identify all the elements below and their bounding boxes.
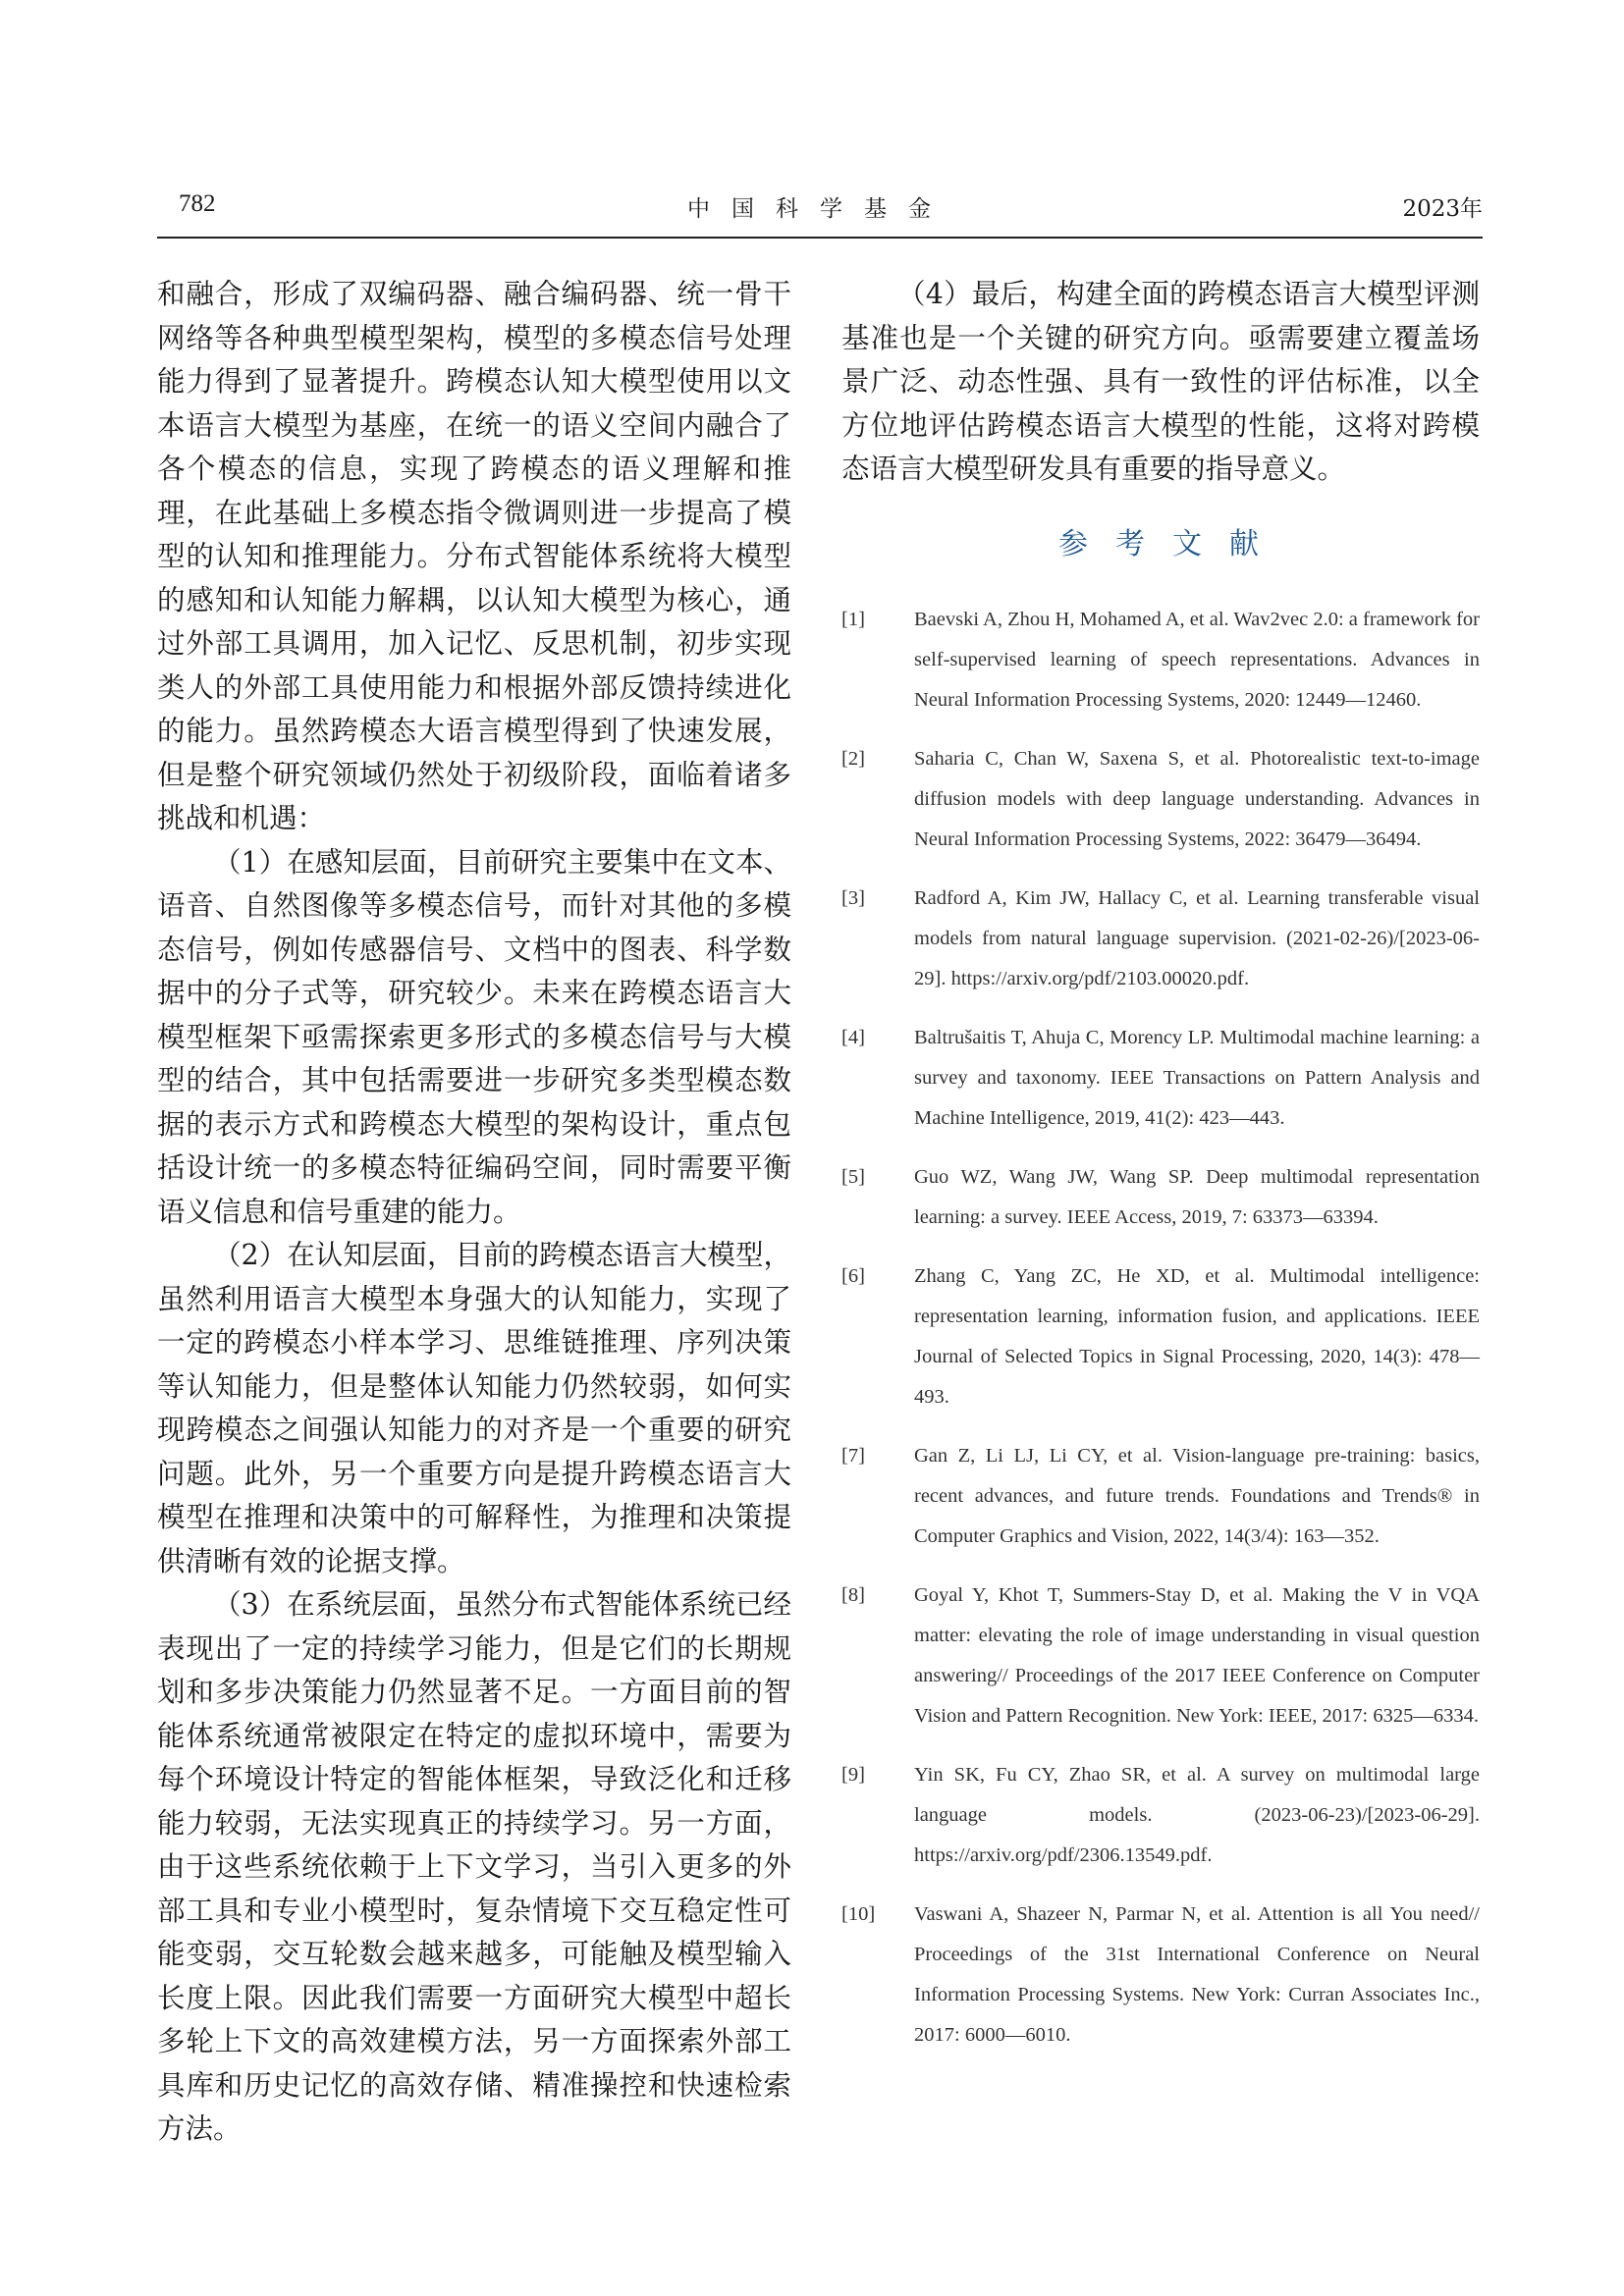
reference-text: Radford A, Kim JW, Hallacy C, et al. Learning transferable visual models from natural language supervision. (2021-02-26)/[2023-06-29]. https://arxiv.org/pdf/2103.00020.pdf. [914,886,1480,989]
reference-number: [5] [841,1165,865,1188]
body-paragraph: （4）最后，构建全面的跨模态语言大模型评测基准也是一个关键的研究方向。亟需要建立覆盖场景广泛、动态性强、具有一致性的评估标准，以全方位地评估跨模态语言大模型的性能，这将对跨模态语言大模型研发具有重要的指导意义。 [841,278,1480,485]
reference-number: [3] [841,886,865,909]
reference-item [841,1895,1480,2056]
page-header [157,185,1483,224]
reference-text: Gan Z, Li LJ, Li CY, et al. Vision-language pre-training: basics, recent advances, and future trends. Foundations and Trends® in Computer Graphics and Vision, 2022, 14(3/4): 163—352. [914,1444,1480,1547]
reference-number: [7] [841,1444,865,1467]
reference-number: [10] [841,1902,876,1925]
reference-item [841,879,1480,999]
reference-number: [6] [841,1264,865,1287]
right-column [841,273,1480,2074]
reference-text: Baevski A, Zhou H, Mohamed A, et al. Wav2vec 2.0: a framework for self-supervised learning of speech representations. Advances in Neural Information Processing Systems, 2020: 12449—12460. [914,608,1480,711]
reference-number: [4] [841,1026,865,1048]
left-column [157,273,791,2152]
reference-item [841,600,1480,721]
reference-number: [1] [841,608,865,630]
reference-text: Saharia C, Chan W, Saxena S, et al. Photorealistic text-to-image diffusion models with deep language understanding. Advances in Neural Information Processing Systems, 2022: 36479—36494. [914,747,1480,850]
page-number: 782 [179,190,216,217]
journal-title: 中国科学基金 [687,196,952,222]
body-paragraph: （1）在感知层面，目前研究主要集中在文本、语音、自然图像等多模态信号，而针对其他的多模态信号，例如传感器信号、文档中的图表、科学数据中的分子式等，研究较少。未来在跨模态语言大模型框架下亟需探索更多形式的多模态信号与大模型的结合，其中包括需要进一步研究多类型模态数据的表示方式和跨模态大模型的架构设计，重点包括设计统一的多模态特征编码空间，同时需要平衡语义信息和信号重建的能力。 [157,845,791,1228]
reference-text: Vaswani A, Shazeer N, Parmar N, et al. Attention is all You need// Proceedings of the 31st International Conference on Neural Information Processing Systems. New York: Curran Associates Inc., 2017: 6000—6010. [914,1902,1480,2046]
reference-list [841,600,1480,2056]
body-paragraph: 和融合，形成了双编码器、融合编码器、统一骨干网络等各种典型模型架构，模型的多模态信号处理能力得到了显著提升。跨模态认知大模型使用以文本语言大模型为基座，在统一的语义空间内融合了各个模态的信息，实现了跨模态的语义理解和推理，在此基础上多模态指令微调则进一步提高了模型的认知和推理能力。分布式智能体系统将大模型的感知和认知能力解耦，以认知大模型为核心，通过外部工具调用，加入记忆、反思机制，初步实现类人的外部工具使用能力和根据外部反馈持续进化的能力。虽然跨模态大语言模型得到了快速发展，但是整个研究领域仍然处于初级阶段，面临着诸多挑战和机遇： [157,278,791,834]
reference-number: [2] [841,747,865,770]
header-rule [157,237,1483,239]
reference-number: [9] [841,1763,865,1786]
reference-item [841,1575,1480,1736]
reference-item [841,1436,1480,1557]
reference-item [841,1256,1480,1417]
body-paragraph: （3）在系统层面，虽然分布式智能体系统已经表现出了一定的持续学习能力，但是它们的长期规划和多步决策能力仍然显著不足。一方面目前的智能体系统通常被限定在特定的虚拟环境中，需要为每个环境设计特定的智能体框架，导致泛化和迁移能力较弱，无法实现真正的持续学习。另一方面，由于这些系统依赖于上下文学习，当引入更多的外部工具和专业小模型时，复杂情境下交互稳定性可能变弱，交互轮数会越来越多，可能触及模型输入长度上限。因此我们需要一方面研究大模型中超长多轮上下文的高效建模方法，另一方面探索外部工具库和历史记忆的高效存储、精准操控和快速检索方法。 [157,1588,791,2145]
reference-item [841,1755,1480,1876]
reference-text: Goyal Y, Khot T, Summers-Stay D, et al. Making the V in VQA matter: elevating the role of image understanding in visual question answering// Proceedings of the 2017 IEEE Conference on Computer Vision and Pattern Recognition. New York: IEEE, 2017: 6325—6334. [914,1583,1480,1727]
references-heading: 参考文献 [1058,526,1286,561]
reference-text: Baltrušaitis T, Ahuja C, Morency LP. Multimodal machine learning: a survey and taxonomy. IEEE Transactions on Pattern Analysis and Machine Intelligence, 2019, 41(2): 423—443. [914,1026,1480,1129]
reference-text: Zhang C, Yang ZC, He XD, et al. Multimodal intelligence: representation learning, information fusion, and applications. IEEE Journal of Selected Topics in Signal Processing, 2020, 14(3): 478—493. [914,1264,1480,1408]
body-paragraph: （2）在认知层面，目前的跨模态语言大模型，虽然利用语言大模型本身强大的认知能力，实现了一定的跨模态小样本学习、思维链推理、序列决策等认知能力，但是整体认知能力仍然较弱，如何实现跨模态之间强认知能力的对齐是一个重要的研究问题。此外，另一个重要方向是提升跨模态语言大模型在推理和决策中的可解释性，为推理和决策提供清晰有效的论据支撑。 [157,1239,791,1577]
reference-number: [8] [841,1583,865,1606]
reference-text: Guo WZ, Wang JW, Wang SP. Deep multimodal representation learning: a survey. IEEE Access, 2019, 7: 63373—63394. [914,1165,1480,1228]
reference-item [841,1157,1480,1238]
publication-year: 2023年 [1402,196,1483,222]
reference-item [841,739,1480,860]
reference-item [841,1018,1480,1139]
reference-text: Yin SK, Fu CY, Zhao SR, et al. A survey on multimodal large language models. (2023-06-23)/[2023-06-29]. https://arxiv.org/pdf/2306.13549.pdf. [914,1763,1480,1866]
